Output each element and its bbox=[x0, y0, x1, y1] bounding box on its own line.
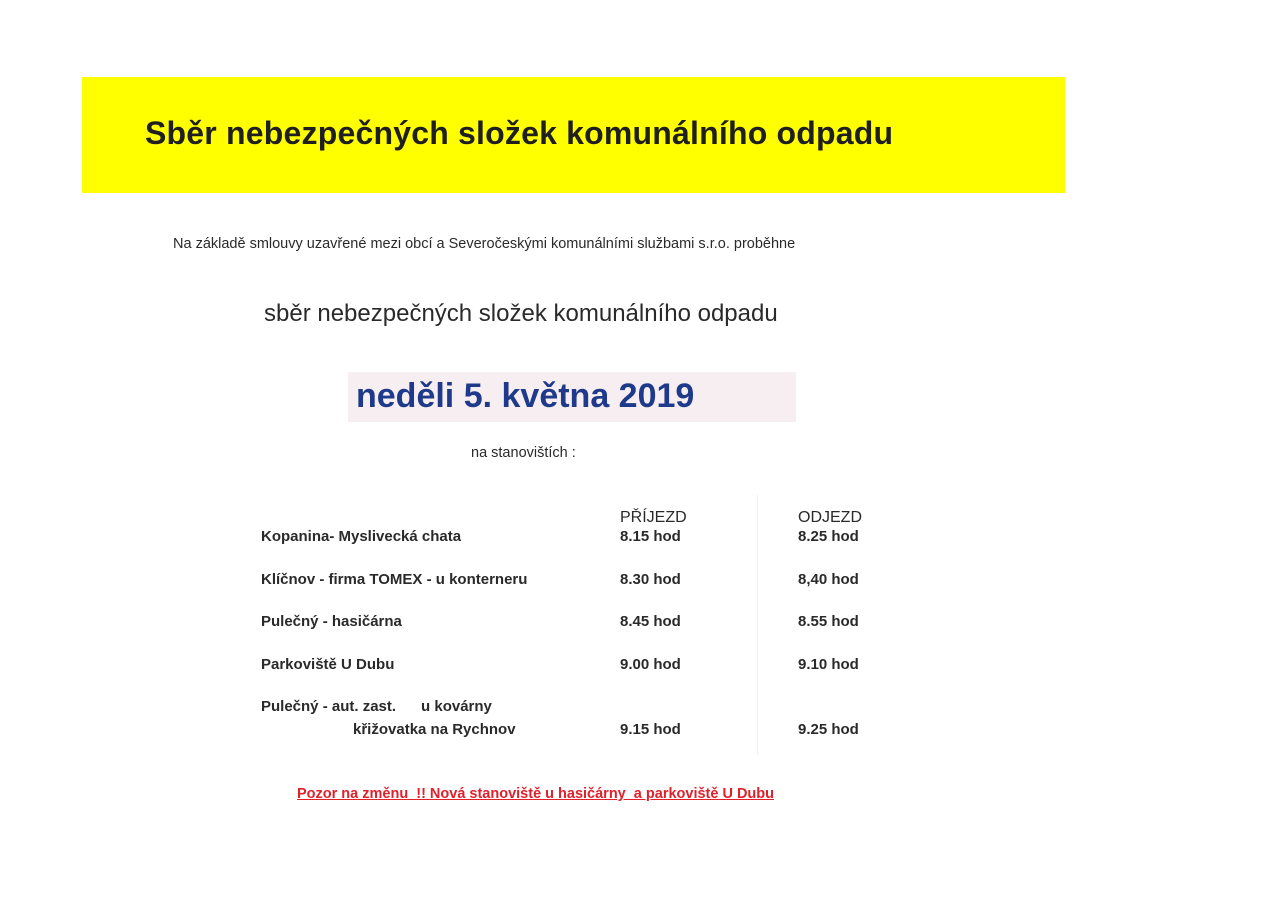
departure-time: 9.25 hod bbox=[798, 721, 859, 738]
column-divider bbox=[757, 495, 758, 755]
arrival-time: 8.30 hod bbox=[620, 571, 681, 588]
arrival-time: 9.00 hod bbox=[620, 656, 681, 673]
place-name: Kopanina- Myslivecká chata bbox=[261, 528, 462, 545]
event-date: neděli 5. května 2019 bbox=[356, 377, 695, 415]
departure-time: 8,40 hod bbox=[798, 571, 859, 588]
departure-time: 8.55 hod bbox=[798, 613, 859, 630]
arrival-time: 9.15 hod bbox=[620, 721, 681, 738]
subtitle: sběr nebezpečných složek komunálního odpadu bbox=[264, 300, 778, 327]
place-name-line2: křižovatka na Rychnov bbox=[353, 721, 516, 738]
date-highlight bbox=[348, 372, 796, 422]
place-name: Pulečný - hasičárna bbox=[261, 613, 402, 630]
departure-time: 8.25 hod bbox=[798, 528, 859, 545]
locations-intro: na stanovištích : bbox=[471, 445, 576, 461]
departure-column-header: ODJEZD bbox=[798, 509, 862, 526]
intro-text: Na základě smlouvy uzavřené mezi obcí a Severočeskými komunálními službami s.r.o. proběhne bbox=[173, 236, 796, 252]
arrival-column-header: PŘÍJEZD bbox=[620, 509, 687, 526]
page-title: Sběr nebezpečných složek komunálního odpadu bbox=[145, 115, 894, 151]
arrival-time: 8.45 hod bbox=[620, 613, 681, 630]
place-name: Pulečný - aut. zast. u kovárny bbox=[261, 698, 492, 715]
arrival-time: 8.15 hod bbox=[620, 528, 681, 545]
departure-time: 9.10 hod bbox=[798, 656, 859, 673]
title-banner bbox=[82, 77, 1065, 193]
place-name: Parkoviště U Dubu bbox=[261, 656, 395, 673]
place-name: Klíčnov - firma TOMEX - u konterneru bbox=[261, 571, 528, 588]
change-notice: Pozor na změnu !! Nová stanoviště u hasičárny a parkoviště U Dubu bbox=[297, 786, 775, 802]
